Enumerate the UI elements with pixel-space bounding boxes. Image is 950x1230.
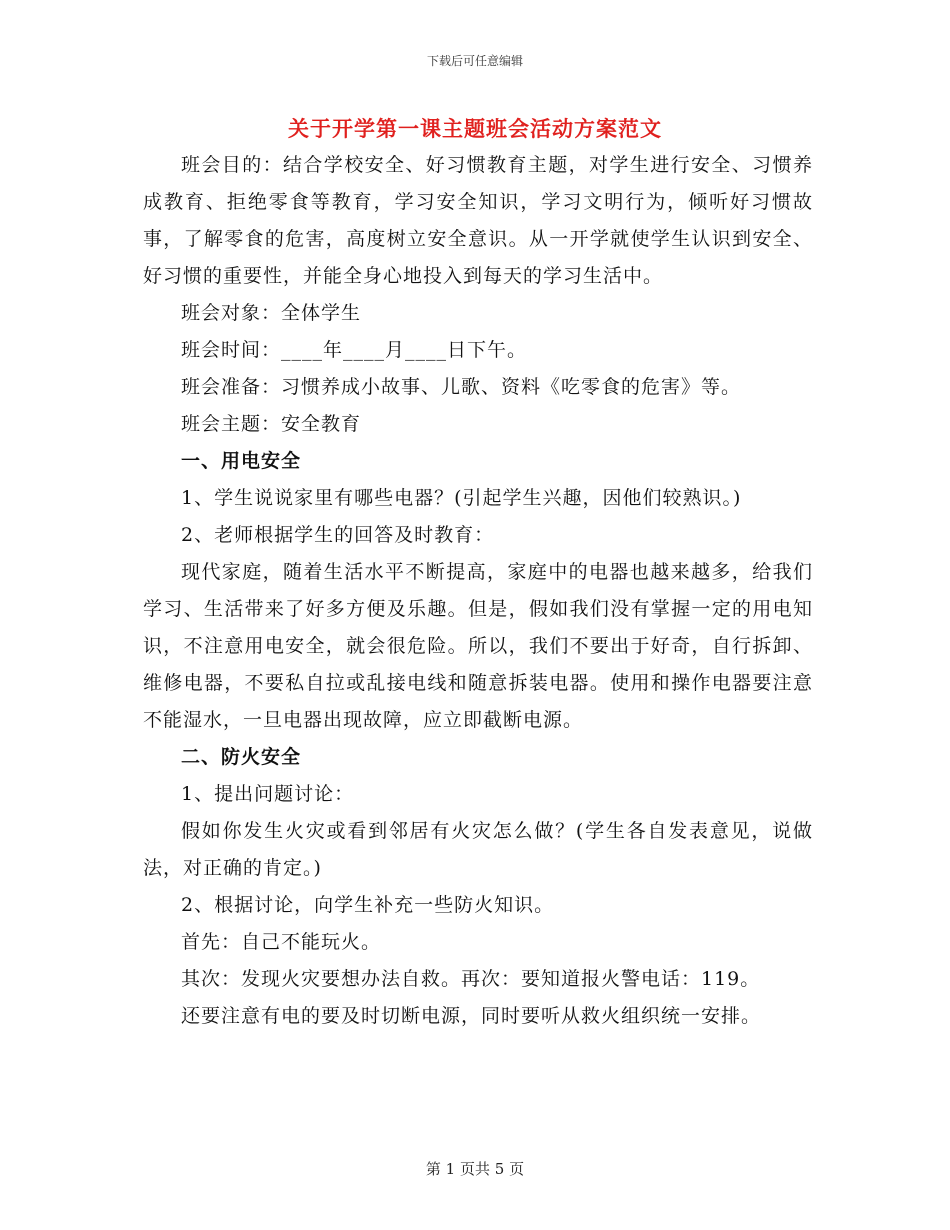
paragraph-question: 假如你发生火灾或看到邻居有火灾怎么做？(学生各自发表意见，说做法，对正确的肯定。) — [143, 820, 813, 879]
paragraph-item: 2、根据讨论，向学生补充一些防火知识。 — [181, 894, 555, 916]
page-footer: 第 1 页共 5 页 — [425, 1160, 525, 1178]
paragraph-second: 其次：发现火灾要想办法自救。再次：要知道报火警电话：119。 — [181, 968, 761, 990]
paragraph-item: 2、老师根据学生的回答及时教育： — [181, 524, 495, 546]
paragraph-also: 还要注意有电的要及时切断电源，同时要听从救火组织统一安排。 — [181, 1005, 762, 1027]
paragraph-first: 首先：自己不能玩火。 — [181, 931, 382, 953]
paragraph-theme: 班会主题：安全教育 — [181, 413, 362, 435]
paragraph-purpose: 班会目的：结合学校安全、好习惯教育主题，对学生进行安全、习惯养成教育、拒绝零食等教育，学习安全知识，学习文明行为，倾听好习惯故事，了解零食的危害，高度树立安全意识。从一开学就使学生认识到安全、好习惯的重要性，并能全身心地投入到每天的学习生活中。 — [143, 154, 813, 287]
paragraph-audience: 班会对象：全体学生 — [181, 302, 362, 324]
page-header: 下载后可任意编辑 — [426, 54, 523, 68]
paragraph-preparation: 班会准备：习惯养成小故事、儿歌、资料《吃零食的危害》等。 — [181, 376, 742, 398]
paragraph-item: 1、提出问题讨论： — [181, 783, 355, 805]
document-title: 关于开学第一课主题班会活动方案范文 — [288, 116, 662, 141]
paragraph-time: 班会时间：____年____月____日下午。 — [181, 339, 528, 361]
section-heading-fire: 二、防火安全 — [181, 746, 302, 768]
section-heading-electricity: 一、用电安全 — [181, 450, 302, 472]
document-body — [143, 147, 813, 1035]
paragraph-electricity-detail: 现代家庭，随着生活水平不断提高，家庭中的电器也越来越多，给我们学习、生活带来了好多方便及乐趣。但是，假如我们没有掌握一定的用电知识，不注意用电安全，就会很危险。所以，我们不要出于好奇，自行拆卸、维修电器，不要私自拉或乱接电线和随意拆装电器。使用和操作电器要注意不能湿水，一旦电器出现故障，应立即截断电源。 — [143, 561, 813, 731]
paragraph-item: 1、学生说说家里有哪些电器？(引起学生兴趣，因他们较熟识。) — [181, 487, 742, 509]
